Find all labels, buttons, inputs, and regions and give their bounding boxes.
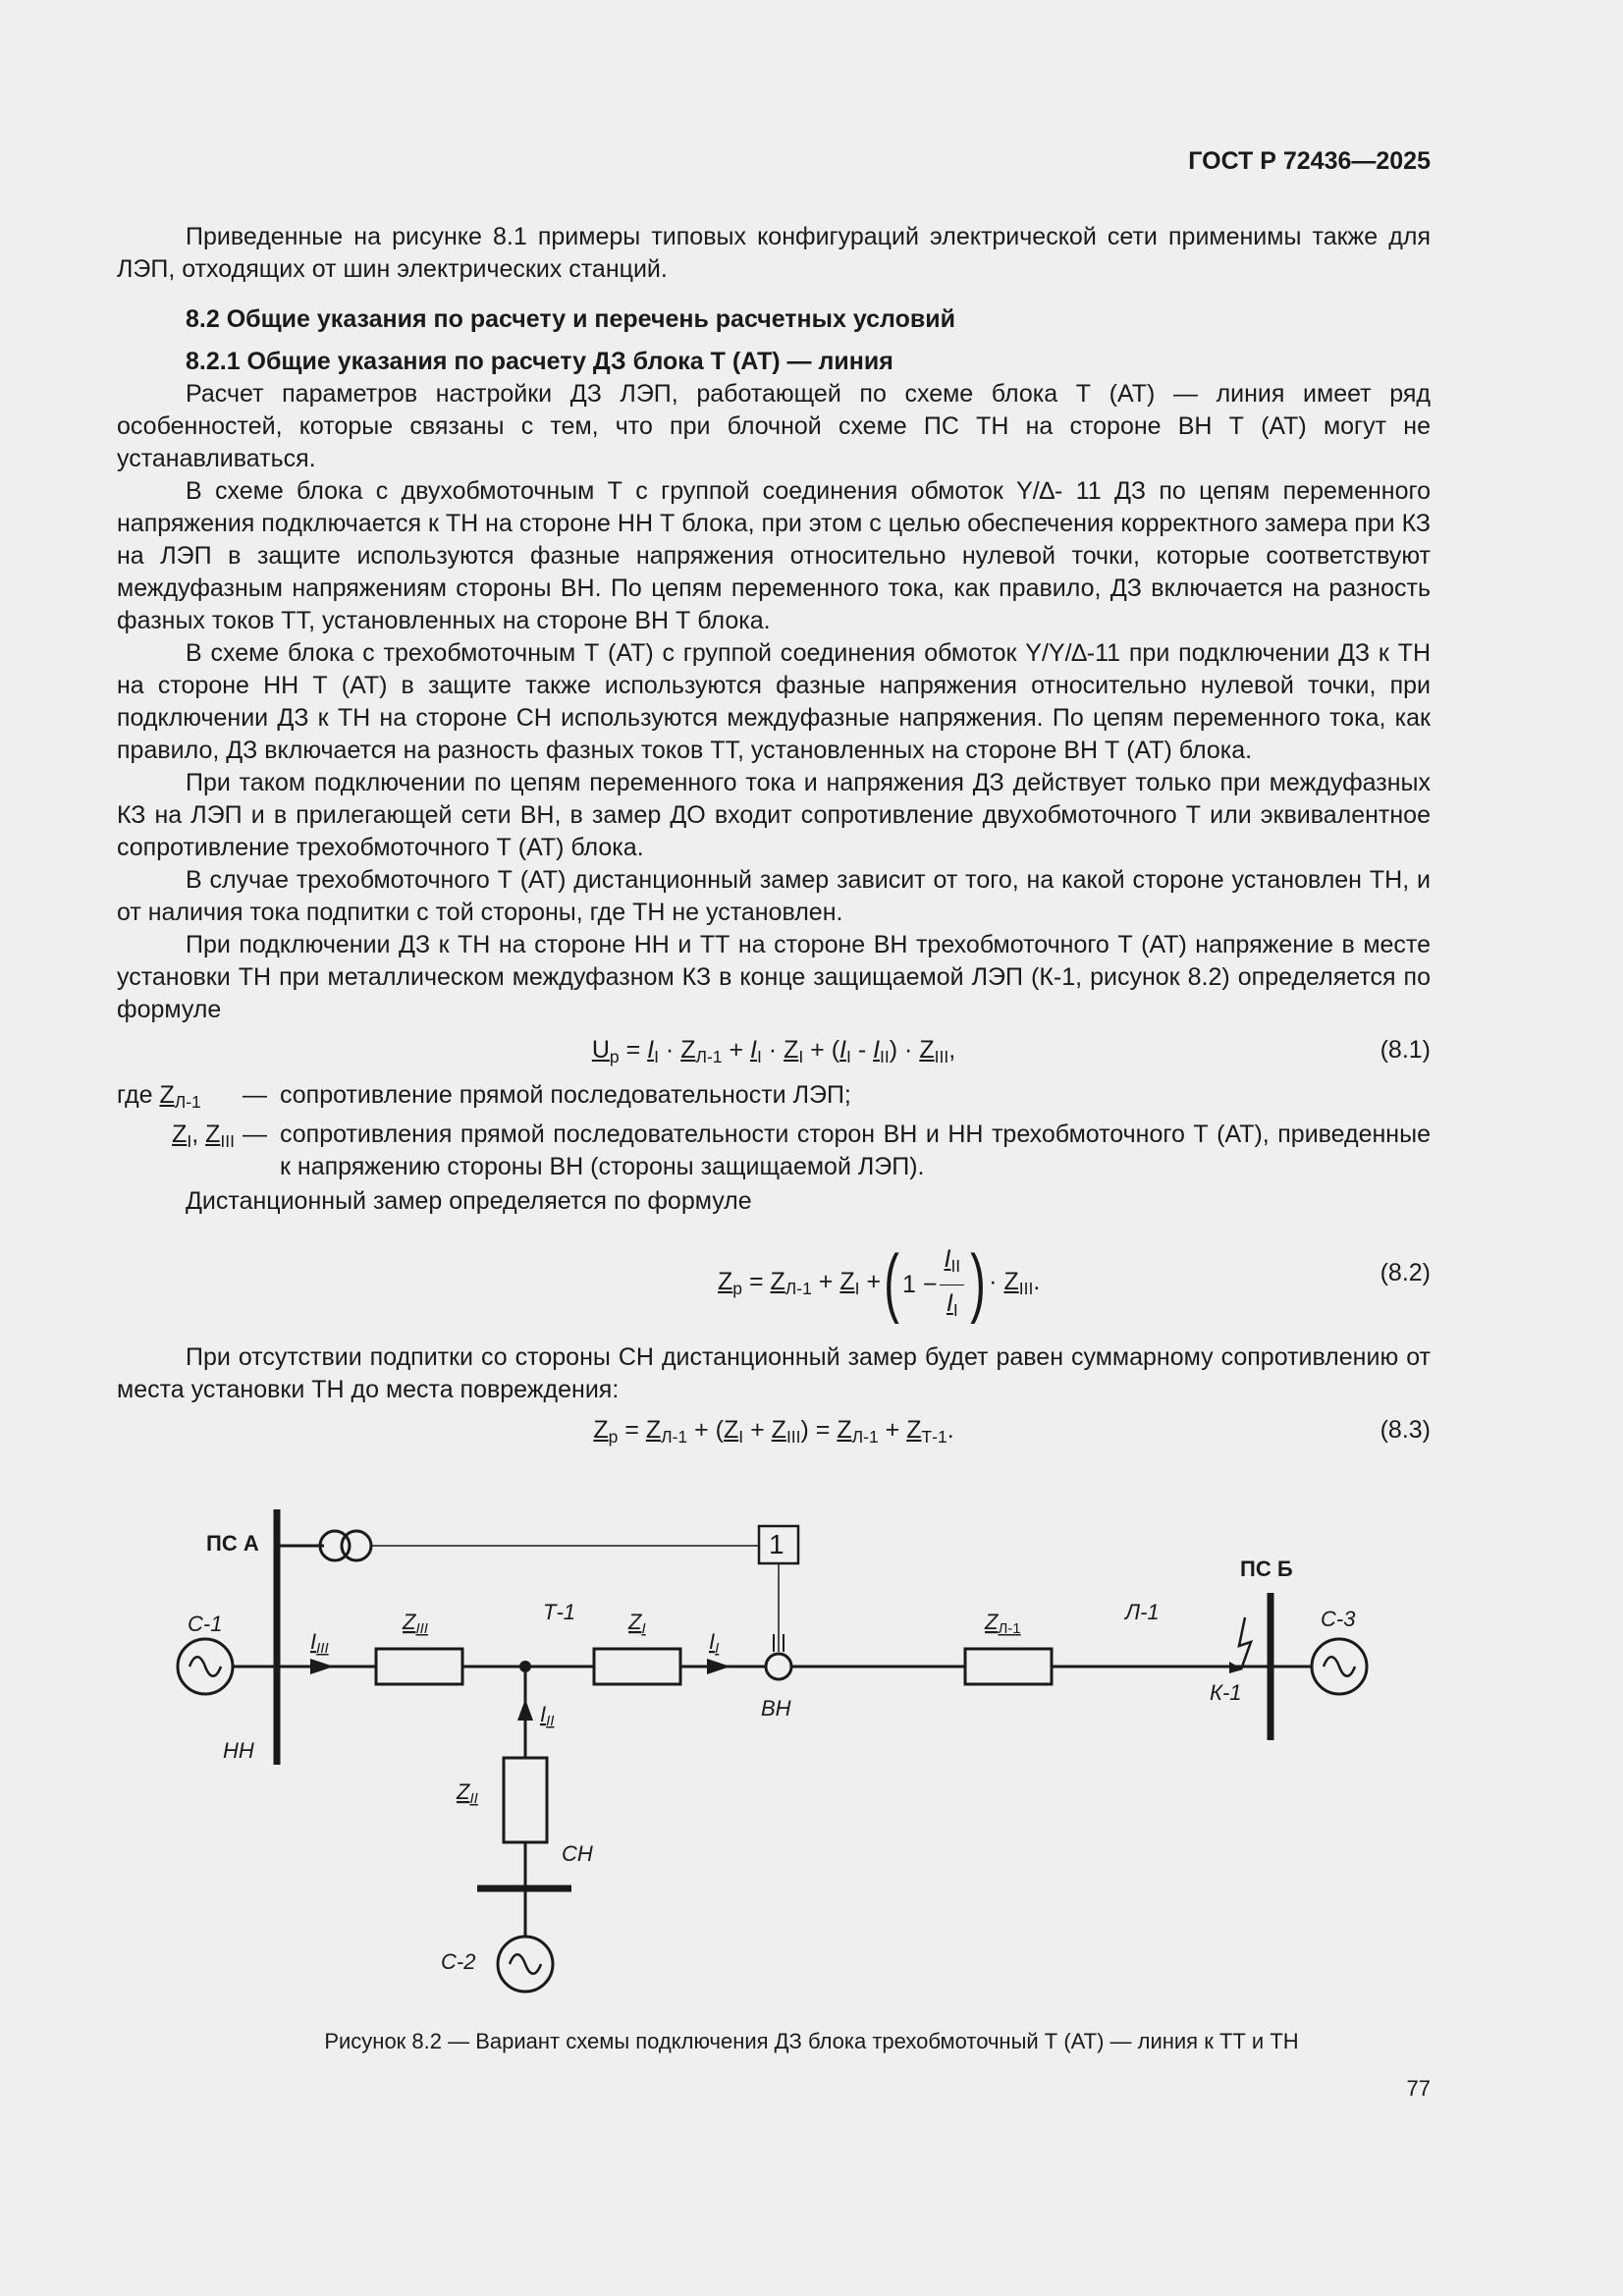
- definition-row: [117, 1119, 1431, 1183]
- formula-8-2: [117, 1218, 1431, 1341]
- figure-caption: Рисунок 8.2 — Вариант схемы подключения ДЗ блока трехобмоточный Т (АТ) — линия к ТТ и ТН: [324, 2029, 1299, 2053]
- vt-winding-2: [342, 1531, 371, 1560]
- label-ps-b: ПС Б: [1240, 1557, 1293, 1581]
- vn-node: [766, 1654, 791, 1679]
- label-c1: С-1: [188, 1612, 223, 1636]
- formula-8-3-number: (8.3): [1380, 1416, 1431, 1444]
- label-c2: С-2: [441, 1949, 476, 1974]
- formula-8-1: [117, 1026, 1431, 1073]
- definition-term: где $Z_{Л-1}$: [117, 1081, 201, 1112]
- label-k1: К-1: [1210, 1680, 1242, 1705]
- label-t1: Т-1: [543, 1600, 575, 1624]
- label-vn: ВН: [761, 1696, 791, 1721]
- paragraph: При таком подключении по цепям переменного тока и напряжения ДЗ действует только при междуфазных КЗ на ЛЭП и в прилегающей сети ВН, в замер ДО входит сопротивление двухобмоточного Т или эквивалентное сопротивление трехобмоточного Т (АТ) блока.: [117, 769, 1431, 861]
- label-sn: СН: [562, 1841, 593, 1866]
- label-z3: ZIII: [403, 1610, 428, 1637]
- definition-dash: —: [243, 1121, 267, 1148]
- definition-dash: —: [243, 1081, 267, 1109]
- definition-row: [117, 1079, 1431, 1119]
- label-zl1: ZЛ-1: [985, 1610, 1021, 1637]
- document-code: ГОСТ Р 72436—2025: [1188, 147, 1431, 175]
- formula-8-2-number: (8.2): [1380, 1259, 1431, 1286]
- impedance-zl1: [965, 1649, 1052, 1684]
- label-c3: С-3: [1321, 1607, 1356, 1631]
- fault-icon: [1239, 1617, 1251, 1669]
- circuit-diagram: [0, 1493, 1623, 2003]
- label-i2: III: [540, 1702, 555, 1729]
- label-ps-a: ПС А: [206, 1531, 259, 1556]
- paragraph: Расчет параметров настройки ДЗ ЛЭП, работающей по схеме блока Т (АТ) — линия имеет ряд особенностей, которые связаны с тем, что при блочной схеме ПС ТН на стороне ВН Т (АТ) могут не устанавливаться.: [117, 380, 1431, 472]
- definitions: [117, 1079, 1431, 1183]
- paragraph: В случае трехобмоточного Т (АТ) дистанционный замер зависит от того, на какой стороне установлен ТН, и от наличия тока подпитки с той стороны, где ТН не установлен.: [117, 866, 1431, 926]
- arrow-i2-icon: [517, 1699, 533, 1721]
- paragraph: Дистанционный замер определяется по формуле: [186, 1187, 752, 1215]
- label-i1: II: [709, 1629, 720, 1657]
- label-l1: Л-1: [1125, 1600, 1160, 1624]
- section-heading: 8.2 Общие указания по расчету и перечень расчетных условий: [186, 305, 955, 333]
- label-nn: НН: [223, 1738, 254, 1763]
- paragraph: В схеме блока с трехобмоточным Т (АТ) с группой соединения обмоток Y/Y/∆-11 при подключении ДЗ к ТН на стороне НН Т (АТ) в защите также используются фазные напряжения относительно нулевой точки, при подключении ДЗ к ТН на стороне СН используются междуфазные напряжения. По цепям переменного тока, как правило, ДЗ включается на разность фазных токов ТТ, установленных на стороне ВН Т (АТ) блока.: [117, 639, 1431, 764]
- subsection-heading: 8.2.1 Общие указания по расчету ДЗ блока Т (АТ) — линия: [186, 348, 893, 375]
- definition-text: сопротивление прямой последовательности ЛЭП;: [280, 1081, 851, 1109]
- impedance-z1: [594, 1649, 680, 1684]
- formula-8-3: [117, 1406, 1431, 1453]
- label-i3: IIII: [310, 1629, 329, 1657]
- definition-term: $Z_I$, $Z_{III}$: [172, 1121, 235, 1151]
- paragraph: При отсутствии подпитки со стороны СН дистанционный замер будет равен суммарному сопротивлению от места установки ТН до места повреждения:: [117, 1343, 1431, 1403]
- formula-8-2-expression: $Z_р = Z_{Л-1} + Z_I$ + ( 1 − $\frac{I_{II}}{I_I}$ ) · $Z_{III}$.: [718, 1237, 1041, 1325]
- impedance-z2: [504, 1758, 547, 1842]
- formula-8-3-expression: $Z_р = Z_{Л-1} + (Z_I + Z_{III}) = Z_{Л-1} + Z_{Т-1}$.: [593, 1416, 954, 1447]
- label-z2: ZII: [457, 1779, 478, 1807]
- label-relay: 1: [769, 1529, 784, 1559]
- formula-8-1-number: (8.1): [1380, 1036, 1431, 1064]
- main-text: [117, 221, 1431, 1453]
- arrow-i1-icon: [707, 1659, 730, 1674]
- page-number: 77: [1406, 2076, 1431, 2101]
- paragraph: В схеме блока с двухобмоточным Т с группой соединения обмоток Y/∆- 11 ДЗ по цепям переменного напряжения подключается к ТН на стороне НН Т блока, при этом с целью обеспечения корректного замера при КЗ на ЛЭП в защите используются фазные напряжения относительно нулевой точки, которые соответствуют междуфазным напряжениям стороны ВН. По цепям переменного тока, как правило, ДЗ включается на разность фазных токов ТТ, установленных на стороне ВН Т блока.: [117, 477, 1431, 634]
- impedance-z3: [376, 1649, 462, 1684]
- definition-text: сопротивления прямой последовательности сторон ВН и НН трехобмоточного Т (АТ), приведенные к напряжению стороны ВН (стороны защищаемой ЛЭП).: [280, 1121, 1431, 1180]
- intro-paragraph: Приведенные на рисунке 8.1 примеры типовых конфигураций электрической сети применимы также для ЛЭП, отходящих от шин электрических станций.: [117, 223, 1431, 283]
- paragraph: При подключении ДЗ к ТН на стороне НН и ТТ на стороне ВН трехобмоточного Т (АТ) напряжение в месте установки ТН при металлическом междуфазном КЗ в конце защищаемой ЛЭП (К-1, рисунок 8.2) определяется по формуле: [117, 931, 1431, 1023]
- junction-dot: [519, 1661, 531, 1672]
- formula-8-1-expression: $U_р = I_I \cdot Z_{Л-1} + I_I \cdot Z_I + (I_I - I_{II}) \cdot Z_{III}$,: [591, 1036, 956, 1066]
- label-z1: ZI: [628, 1610, 646, 1637]
- arrow-i3-icon: [310, 1659, 334, 1674]
